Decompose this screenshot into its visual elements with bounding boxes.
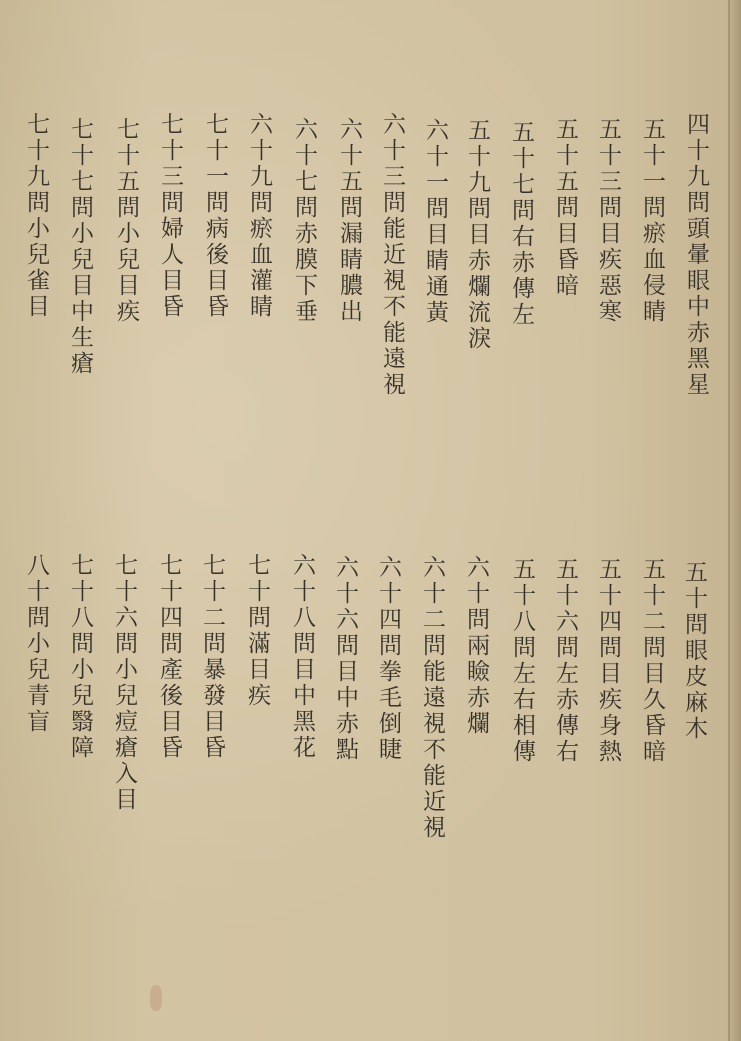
question-column: 五十二問目久昏暗 <box>639 557 665 765</box>
question-column: 六十九問瘀血灌睛 <box>246 112 272 320</box>
question-column: 五十八問左右相傳 <box>509 557 535 765</box>
question-column: 五十六問左赤傳右 <box>552 557 578 765</box>
question-column: 七十九問小兒雀目 <box>23 112 49 320</box>
question-column: 八十問小兒青盲 <box>23 553 49 735</box>
question-column: 六十六問目中赤點 <box>332 555 358 763</box>
question-column: 五十問眼皮麻木 <box>681 560 707 742</box>
question-column: 五十七問右赤傳左 <box>508 120 534 328</box>
question-column: 七十七問小兒目中生瘡 <box>67 117 93 377</box>
question-column: 七十一問病後目昏 <box>202 112 228 320</box>
question-column: 六十問兩瞼赤爛 <box>463 555 489 737</box>
question-column: 七十五問小兒目疾 <box>113 117 139 325</box>
question-column: 五十五問目昏暗 <box>552 117 578 299</box>
page-fold-line <box>728 0 730 1041</box>
question-column: 六十一問目睛通黃 <box>422 118 448 326</box>
question-column: 六十二問能遠視不能近視 <box>419 555 445 841</box>
question-column: 七十問滿目疾 <box>244 553 270 709</box>
question-column: 六十五問漏睛膿出 <box>336 117 362 325</box>
question-column: 四十九問頭暈眼中赤黑星 <box>683 112 709 398</box>
question-column: 五十四問目疾身熱 <box>595 557 621 765</box>
question-column: 六十三問能近視不能遠視 <box>379 112 405 398</box>
question-column: 六十七問赤膜下垂 <box>291 117 317 325</box>
question-column: 五十一問瘀血侵睛 <box>639 117 665 325</box>
paper-stain <box>150 985 162 1011</box>
question-column: 七十八問小兒翳障 <box>67 553 93 761</box>
question-column: 七十三問婦人目昏 <box>157 112 183 320</box>
question-column: 七十四問產後目昏 <box>156 553 182 761</box>
question-column: 六十八問目中黑花 <box>289 553 315 761</box>
question-column: 七十二問暴發目昏 <box>199 553 225 761</box>
question-column: 五十三問目疾惡寒 <box>595 117 621 325</box>
question-column: 五十九問目赤爛流淚 <box>464 118 490 352</box>
question-column: 六十四問拳毛倒睫 <box>375 555 401 763</box>
question-column: 七十六問小兒痘瘡入目 <box>111 553 137 813</box>
